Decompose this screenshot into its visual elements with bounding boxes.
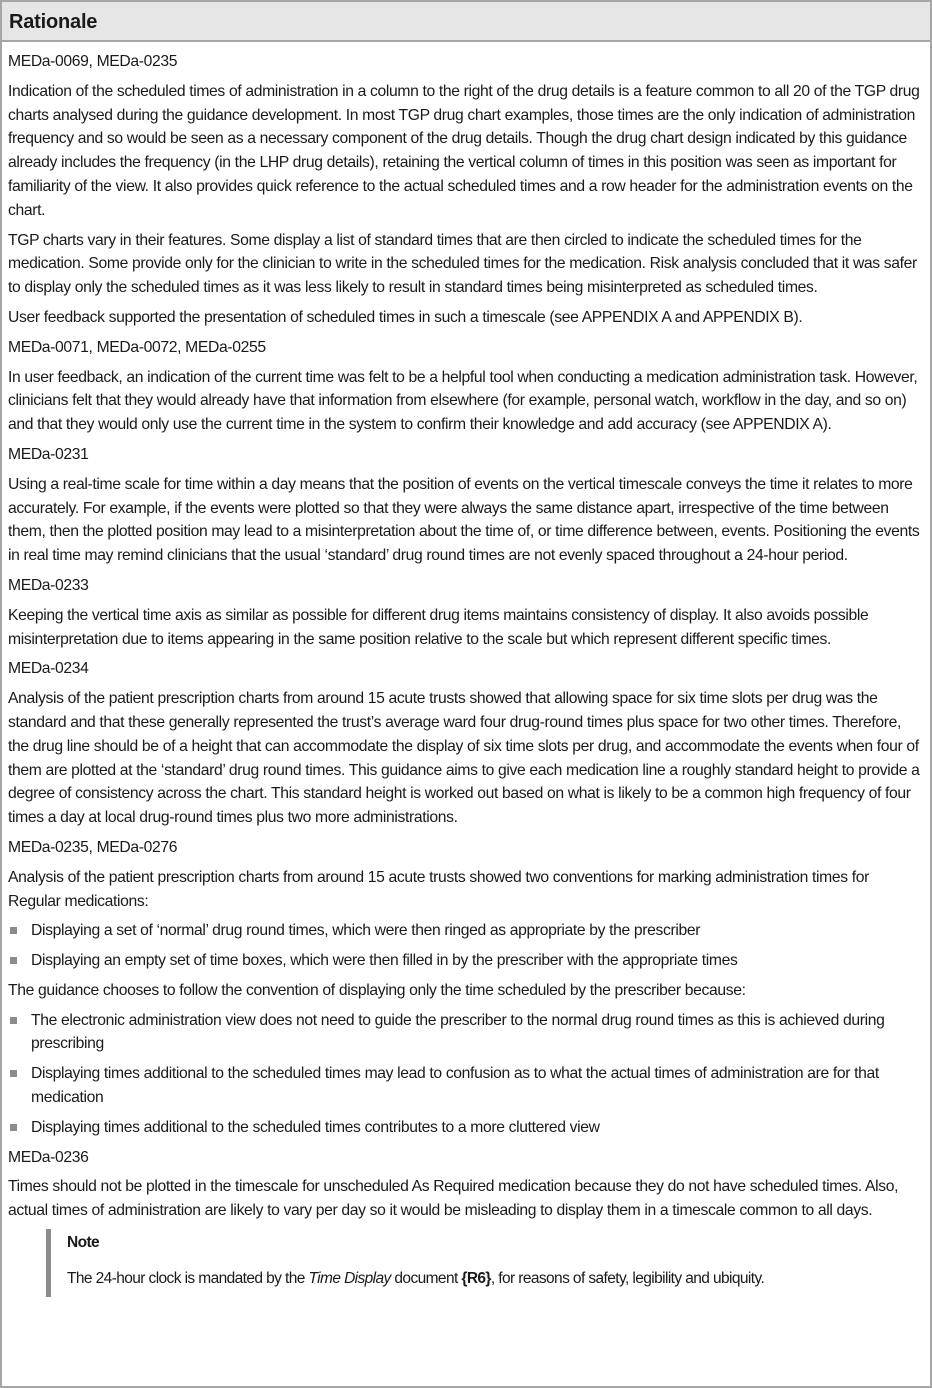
list-item-text: Displaying a set of ‘normal’ drug round times, which were then ringed as appropriate by the prescriber [31, 922, 701, 940]
bullet-list [8, 919, 924, 973]
paragraph: User feedback supported the presentation of scheduled times in such a timescale (see APPENDIX A and APPENDIX B). [8, 308, 803, 326]
paragraph: In user feedback, an indication of the current time was felt to be a helpful tool when conducting a medication administration task. However, clinicians felt that they would already have that information from elsewhere (for example, personal watch, workflow in the day, and so on) and that they would only use the current time in the system to confirm their knowledge and add accuracy (see APPENDIX A). [8, 368, 918, 434]
requirement-ref: MEDa-0233 [8, 576, 89, 594]
note-title: Note [67, 1234, 100, 1252]
list-item [8, 949, 924, 973]
panel-title: Rationale [9, 11, 98, 33]
requirement-ref: MEDa-0069, MEDa-0235 [8, 53, 178, 70]
paragraph: TGP charts vary in their features. Some display a list of standard times that are then circled to indicate the scheduled times for the medication. Some provide only for the clinician to write in the scheduled times for the medication. Risk analysis concluded that it was safer to display only the scheduled times as it was less likely to result in standard times being misinterpreted as scheduled times. [8, 231, 917, 297]
requirement-ref: MEDa-0231 [8, 445, 89, 463]
note-text [67, 1267, 924, 1291]
requirement-ref: MEDa-0071, MEDa-0072, MEDa-0255 [8, 338, 266, 356]
panel-header [2, 2, 930, 42]
list-item-text: The electronic administration view does not need to guide the prescriber to the normal drug round times as this is achieved during prescribing [31, 1011, 885, 1053]
bullet-list [8, 1009, 924, 1140]
requirement-ref: MEDa-0236 [8, 1148, 89, 1166]
note-text-part: , for reasons of safety, legibility and ubiquity. [490, 1269, 765, 1287]
panel-content [2, 42, 930, 1297]
paragraph: Times should not be plotted in the timescale for unscheduled As Required medication because they do not have scheduled times. Also, actual times of administration are likely to vary per day so it would be misleading to display them in a timescale common to all days. [8, 1178, 899, 1220]
square-bullet-icon [10, 957, 17, 964]
note-callout [46, 1229, 924, 1297]
square-bullet-icon [10, 1070, 17, 1077]
list-item [8, 1009, 924, 1057]
note-text-part: document [390, 1269, 462, 1287]
paragraph: Using a real-time scale for time within a day means that the position of events on the vertical timescale conveys the time it relates to more accurately. For example, if the events were plotted so that they were always the same distance apart, irrespective of the time between them, then the plotted position may lead to a misinterpretation about the time of, or time difference between, events. Positioning the events in real time may remind clinicians that the usual ‘standard’ drug round times are not evenly spaced throughout a 24-hour period. [8, 475, 920, 565]
square-bullet-icon [10, 1124, 17, 1131]
paragraph: Indication of the scheduled times of administration in a column to the right of the drug details is a feature common to all 20 of the TGP drug charts analysed during the guidance development. In most TGP drug chart examples, those times are the only indication of administration frequency and so would be seen as a necessary component of the drug details. Though the drug chart design indicated by this guidance already includes the frequency (in the LHP drug details), retaining the vertical column of times in this position was seen as important for familiarity of the view. It also provides quick reference to the actual scheduled times and a row header for the administration events on the chart. [8, 82, 920, 219]
paragraph: Analysis of the patient prescription charts from around 15 acute trusts showed that allowing space for six time slots per drug was the standard and that these generally represented the trust’s average ward four drug-round times plus space for two other times. Therefore, the drug line should be of a height that can accommodate the display of six time slots per drug, and accommodate the events when four of them are plotted at the ‘standard’ drug round times. This guidance aims to give each medication line a roughly standard height to provide a degree of consistency across the chart. This standard height is worked out based on what is likely to be a common high frequency of four times a day at local drug-round times plus two more administrations. [8, 690, 920, 827]
requirement-ref: MEDa-0234 [8, 660, 89, 678]
square-bullet-icon [10, 927, 17, 934]
list-item [8, 1116, 924, 1140]
requirement-ref: MEDa-0235, MEDa-0276 [8, 838, 178, 856]
list-item [8, 919, 924, 943]
list-item-text: Displaying an empty set of time boxes, which were then filled in by the prescriber with the appropriate times [31, 952, 738, 970]
square-bullet-icon [10, 1017, 17, 1024]
document-title: Time Display [308, 1269, 391, 1287]
paragraph: Keeping the vertical time axis as similar as possible for different drug items maintains consistency of display. It also avoids possible misinterpretation due to items appearing in the same position relative to the scale but which represent different specific times. [8, 606, 869, 648]
paragraph: Analysis of the patient prescription charts from around 15 acute trusts showed two conventions for marking administration times for Regular medications: [8, 868, 869, 910]
paragraph: The guidance chooses to follow the convention of displaying only the time scheduled by the prescriber because: [8, 981, 746, 999]
list-item-text: Displaying times additional to the scheduled times contributes to a more cluttered view [31, 1118, 600, 1136]
list-item [8, 1062, 924, 1110]
list-item-text: Displaying times additional to the scheduled times may lead to confusion as to what the actual times of administration are for that medication [31, 1065, 879, 1107]
reference-tag: {R6} [461, 1269, 491, 1287]
note-text-part: The 24-hour clock is mandated by the [67, 1269, 309, 1287]
